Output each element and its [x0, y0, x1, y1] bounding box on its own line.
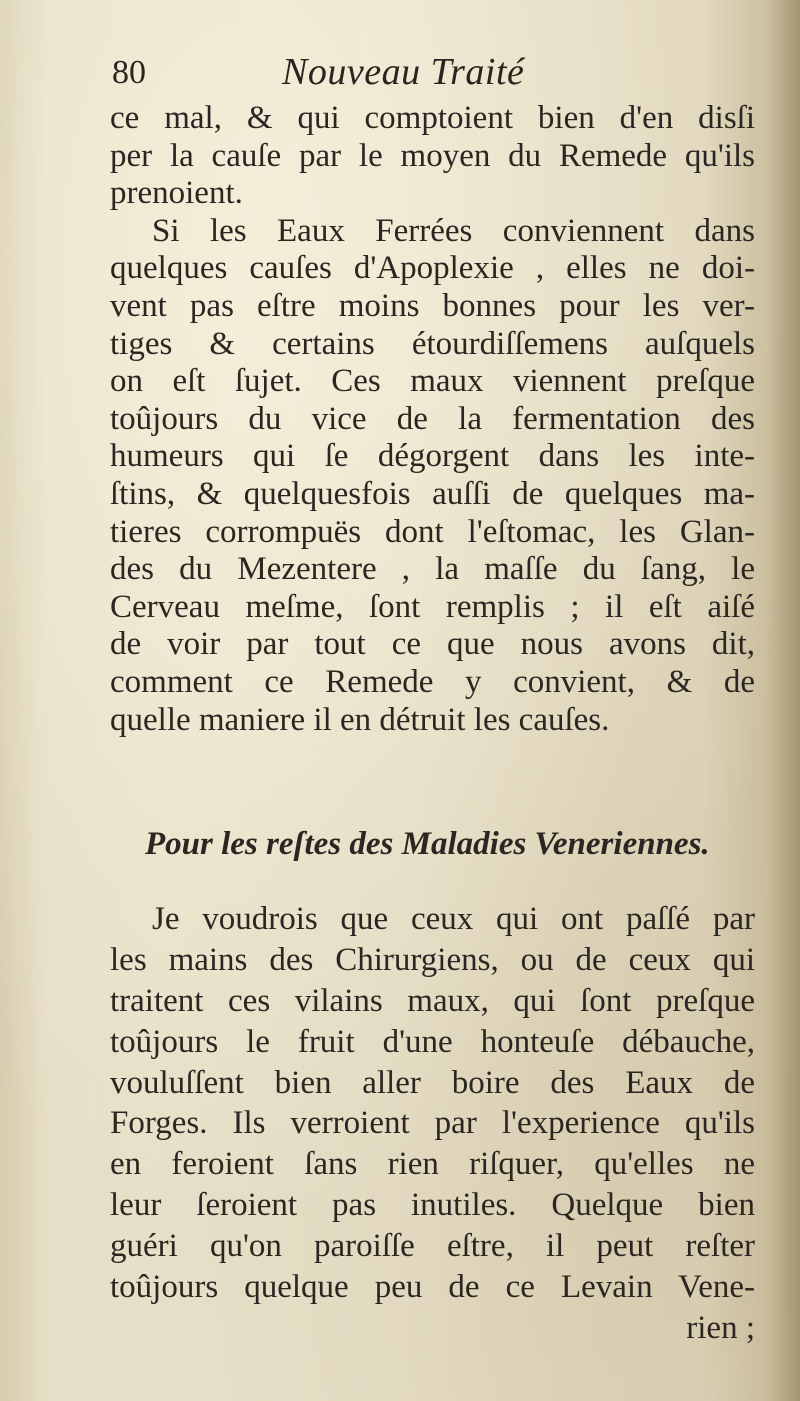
- text-line: ce mal, & qui comptoient bien d'en disſi: [110, 100, 755, 136]
- text-line: per la cauſe par le moyen du Remede qu'ils: [110, 137, 755, 174]
- text-line: ſtins, & quelquesfois auſſi de quelques ma-: [110, 475, 755, 512]
- text-line: rien ;: [686, 1309, 755, 1346]
- page-number: 80: [112, 54, 146, 91]
- text-line: on eſt ſujet. Ces maux viennent preſque: [110, 363, 755, 400]
- text-line: humeurs qui ſe dégorgent dans les inte-: [110, 438, 755, 475]
- text-line: quelle maniere il en détruit les cauſes.: [110, 701, 610, 738]
- text-line: Je voudrois que ceux qui ont paſſé par: [152, 901, 755, 937]
- text-line: prenoient.: [110, 175, 243, 212]
- text-line: traitent ces vilains maux, qui ſont preſque: [110, 982, 755, 1019]
- text-line: comment ce Remede y convient, & de: [110, 663, 755, 700]
- text-line: quelques cauſes d'Apoplexie , elles ne doi-: [110, 250, 755, 287]
- text-line: de voir par tout ce que nous avons dit,: [110, 626, 755, 663]
- text-line: vent pas eſtre moins bonnes pour les ver-: [110, 287, 755, 324]
- text-line: tiges & certains étourdiſſemens auſquels: [110, 325, 755, 362]
- paragraph-1: [110, 100, 755, 739]
- text-line: tieres corrompuës dont l'eſtomac, les Glan-: [110, 513, 755, 550]
- text-line: des du Mezentere , la maſſe du ſang, le: [110, 551, 755, 588]
- running-head: Nouveau Traité: [282, 51, 525, 93]
- text-line: toûjours le fruit d'une honteuſe débauche,: [110, 1023, 755, 1060]
- text-line: en feroient ſans rien riſquer, qu'elles ne: [110, 1146, 755, 1183]
- page-header: [112, 50, 752, 100]
- page-edge-shadow: [766, 0, 800, 1401]
- section-heading: Pour les reſtes des Maladies Veneriennes.: [145, 826, 710, 862]
- text-line: Forges. Ils verroient par l'experience qu'ils: [110, 1105, 755, 1142]
- paragraph-2: [110, 899, 755, 1349]
- text-line: Cerveau meſme, ſont remplis ; il eſt aiſé: [110, 588, 755, 625]
- text-line: toûjours quelque peu de ce Levain Vene-: [110, 1269, 755, 1306]
- text-line: toûjours du vice de la fermentation des: [110, 400, 755, 437]
- text-line: Si les Eaux Ferrées conviennent dans: [152, 212, 755, 249]
- text-line: les mains des Chirurgiens, ou de ceux qui: [110, 941, 755, 978]
- text-line: leur ſeroient pas inutiles. Quelque bien: [110, 1187, 755, 1224]
- text-line: guéri qu'on paroiſſe eſtre, il peut reſter: [110, 1228, 755, 1265]
- text-line: vouluſſent bien aller boire des Eaux de: [110, 1064, 755, 1101]
